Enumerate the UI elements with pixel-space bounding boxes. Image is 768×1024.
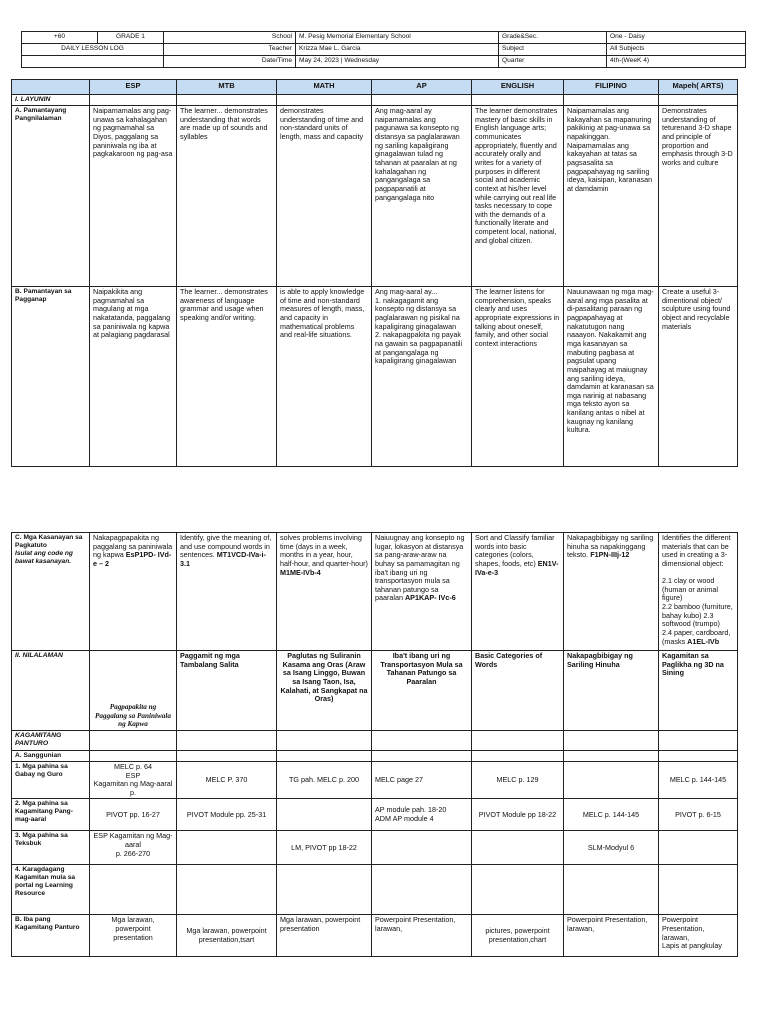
cell-ap	[372, 831, 472, 865]
subject-header: AP	[372, 80, 472, 95]
subject-header: ENGLISH	[472, 80, 564, 95]
cell-filipino: SLM-Modyul 6	[564, 831, 659, 865]
cell-ap: Powerpoint Presentation, larawan,	[372, 915, 472, 957]
cell-arts: Identifies the different materials that can be used in creating a 3-dimensional object: 2.1 clay or wood (human or animal figure) 2.2 bamboo (furniture, bahay kubo) 2.3 softwood (trumpo) 2.4 paper, cardboard, (masks A1EL-IVb	[659, 533, 738, 651]
quarter-label: Quarter	[499, 56, 607, 68]
subject-header: MTB	[177, 80, 277, 95]
cell-filipino: Powerpoint Presentation, larawan,	[564, 915, 659, 957]
row-label-note: Isulat ang code ng bawat kasanayan.	[15, 549, 73, 565]
kagamitan-label: KAGAMITANG PANTURO	[12, 731, 90, 751]
cell-ap: Iba't ibang uri ng Transportasyon Mula sa Tahanan Patungo sa Paaralan	[372, 651, 472, 731]
cell-esp: PIVOT pp. 16-27	[90, 799, 177, 831]
cell-filipino: Naipamamalas ang kakayahan sa mapanuring pakikinig at pag-unawa sa napakinggan. Naipamamalas ang kakayahan at tatas sa pagsasalita sa pagpapahayag ng sariling ideya, kaisipan, karanasan at damdamin	[564, 106, 659, 287]
cell-filipino: Nauunawaan ng mga mag-aaral ang mga pasalita at di-pasalitang paraan ng pagpapahayag at nakatutugon nang naaayon. Nakakamit ang mga kasanayan sa mabuting pagbasa at pagsulat upang maipahayag at maiugnay ang sariling ideya, damdamin at karanasan sa mga narinig at nabasang mga teksto ayon sa kanilang antas o nibel at kaugnay ng kanilang kultura.	[564, 287, 659, 467]
row-nilalaman	[12, 651, 738, 731]
row-kasanayan	[12, 533, 738, 651]
cell-ap: Ang mag-aaral ay naipamamalas ang pagunawa sa konsepto ng distansya sa paglalarawan ng sariling kapaligirang ginagalawan tulad ng tahanan at paaralan at ng kahalagahan ng pangangalaga sa pagpapanatili at pangangalaga nito	[372, 106, 472, 287]
subject-header: MATH	[277, 80, 372, 95]
teacher-label: Teacher	[164, 44, 296, 56]
cell-arts: Create a useful 3-dimentional object/ sculpture using found object and recyclable materials	[659, 287, 738, 467]
lesson-table-bottom	[11, 532, 738, 957]
cell-math: Paglutas ng Suliranin Kasama ang Oras (Araw sa Isang Linggo, Buwan sa Isang Taon, Isa, Kalahati, at Sangkapat na Oras)	[277, 651, 372, 731]
row-label: C. Mga Kasanayan sa Pagkatuto Isulat ang code ng bawat kasanayan.	[12, 533, 90, 651]
cell-ap: Naiuugnay ang konsepto ng lugar, lokasyon at distansya sa pang-araw-araw na buhay sa pamamagitan ng iba't ibang uri ng transportasyon mula sa tahanan patungo sa paaralan AP1KAP- IVc-6	[372, 533, 472, 651]
cell-esp: Pagpapakita ng Paggalang sa Paniniwala ng Kapwa	[90, 651, 177, 731]
ref-row-label: 1. Mga pahina sa Gabay ng Guro	[12, 761, 90, 799]
cell-mtb: PIVOT Module pp. 25-31	[177, 799, 277, 831]
cell-math: TG pah. MELC p. 200	[277, 761, 372, 799]
nilalaman-label: II. NILALAMAN	[12, 651, 90, 731]
layunin-label: I. LAYUNIN	[12, 95, 90, 106]
corner-cell	[12, 80, 90, 95]
cell-filipino: Nakapagbibigay ng Sariling Hinuha	[564, 651, 659, 731]
sanggunian-label: A. Sanggunian	[12, 751, 90, 762]
cell-esp: Nakapagpapakita ng paggalang sa paniniwala ng kapwa EsP1PD- IVd-e – 2	[90, 533, 177, 651]
cell-english: PIVOT Module pp 18-22	[472, 799, 564, 831]
subject-value: All Subjects	[607, 44, 746, 56]
cell-arts	[659, 831, 738, 865]
teacher-value: Krizza Mae L. Garcia	[296, 44, 499, 56]
cell-mtb: MELC P. 370	[177, 761, 277, 799]
cell-math: LM, PIVOT pp 18-22	[277, 831, 372, 865]
subject-header: ESP	[90, 80, 177, 95]
cell-filipino: MELC p. 144-145	[564, 799, 659, 831]
ref-row	[12, 761, 738, 799]
cell-esp: MELC p. 64 ESP Kagamitan ng Mag-aaral p.	[90, 761, 177, 799]
ref-row	[12, 831, 738, 865]
row-pamantayan-sa-pagganap	[12, 287, 738, 467]
cell-arts: Demonstrates understanding of teturenand 3-D shape and principle of proportion and emphasis through 3-D works and culture	[659, 106, 738, 287]
quarter-value: 4th-(WeeK 4)	[607, 56, 746, 68]
cell-esp: Naipakikita ang pagmamahal sa magulang at mga nakatatanda, paggalang sa paniniwala ng kapwa at palagiang pagdarasal	[90, 287, 177, 467]
row-pamantayang-pangnilalaman	[12, 106, 738, 287]
cell-filipino	[564, 761, 659, 799]
cell-mtb: The learner... demonstrates understanding that words are made up of sounds and syllables	[177, 106, 277, 287]
subject-header: Mapeh( ARTS)	[659, 80, 738, 95]
header-number: +60	[22, 32, 98, 44]
cell-mtb: Mga larawan, powerpoint presentation,tsart	[177, 915, 277, 957]
cell-mtb	[177, 831, 277, 865]
cell-english: MELC p. 129	[472, 761, 564, 799]
cell-esp: Mga larawan, powerpoint presentation	[90, 915, 177, 957]
cell-english: The learner listens for comprehension, speaks clearly and uses appropriate expressions in talking about oneself, family, and other social context interactions	[472, 287, 564, 467]
header-blank	[22, 56, 164, 68]
cell-ap: AP module pah. 18-20 ADM AP module 4	[372, 799, 472, 831]
cell-ap: MELC page 27	[372, 761, 472, 799]
cell-ap: Ang mag-aaral ay... 1. nakagagamit ang konsepto ng distansya sa paglalarawan ng pisikal na kapaligirang ginagalawan 2. nakapagpakita ng payak na gawain sa pagpapanatili at pangangalaga ng kapaligirang ginagalawan	[372, 287, 472, 467]
cell-mtb: Paggamit ng mga Tambalang Salita	[177, 651, 277, 731]
header-table	[21, 31, 746, 68]
ref-row	[12, 865, 738, 915]
school-value: M. Pesig Memorial Elementary School	[296, 32, 499, 44]
grade-sec-value: One - Daisy	[607, 32, 746, 44]
cell-mtb: Identify, give the meaning of, and use compound words in sentences. MT1VCD-IVa-i-3.1	[177, 533, 277, 651]
cell-math	[277, 799, 372, 831]
row-label: B. Pamantayan sa Pagganap	[12, 287, 90, 467]
lesson-table-top	[11, 79, 738, 467]
cell-english: Sort and Classify familiar words into basic categories (colors, shapes, foods, etc) EN1V-IVa-e-3	[472, 533, 564, 651]
subject-label: Subject	[499, 44, 607, 56]
cell-math: Mga larawan, powerpoint presentation	[277, 915, 372, 957]
school-label: School	[164, 32, 296, 44]
header-grade: GRADE 1	[98, 32, 164, 44]
cell-arts: Powerpoint Presentation, larawan, Lapis at pangkulay	[659, 915, 738, 957]
cell-math: demonstrates understanding of time and non-standard units of length, mass and capacity	[277, 106, 372, 287]
grade-sec-label: Grade&Sec.	[499, 32, 607, 44]
log-title: DAILY LESSON LOG	[22, 44, 164, 56]
cell-english: The learner demonstrates mastery of basic skills in English language arts; communicates appropriately, fluently and accurately orally and writes for a variety of purposes in different social and academic context at his/her level while carrying out real life tasks necessary to cope with the demands of a functionally literate and competent local, national, and global citizen.	[472, 106, 564, 287]
row-iba-pang-kagamitan	[12, 915, 738, 957]
ref-row-label: 3. Mga pahina sa Teksbuk	[12, 831, 90, 865]
cell-arts: Kagamitan sa Paglikha ng 3D na Sining	[659, 651, 738, 731]
cell-arts: MELC p. 144-145	[659, 761, 738, 799]
cell-english: Basic Categories of Words	[472, 651, 564, 731]
cell-filipino: Nakapagbibigay ng sariling hinuha sa napakinggang teksto. F1PN-IIIj-12	[564, 533, 659, 651]
cell-english: pictures, powerpoint presentation,chart	[472, 915, 564, 957]
row-label: B. Iba pang Kagamitang Panturo	[12, 915, 90, 957]
cell-esp: Naipamamalas ang pag-unawa sa kahalagahan ng pagmamahal sa Diyos, paggalang sa paniniwala ng iba at pagkakaroon ng pag-asa	[90, 106, 177, 287]
cell-math: is able to apply knowledge of time and non-standard measures of length, mass, and capacity in mathematical problems and real-life situations.	[277, 287, 372, 467]
ref-row-label: 2. Mga pahina sa Kagamitang Pang-mag-aaral	[12, 799, 90, 831]
subject-header: FILIPINO	[564, 80, 659, 95]
cell-mtb: The learner... demonstrates awareness of language grammar and usage when speaking and/or writing.	[177, 287, 277, 467]
row-label: A. Pamantayang Pangnilalaman	[12, 106, 90, 287]
ref-row-label: 4. Karagdagang Kagamitan mula sa portal ng Learning Resource	[12, 865, 90, 915]
date-label: Date/Time	[164, 56, 296, 68]
date-value: May 24, 2023 | Wednesday	[296, 56, 499, 68]
cell-math: solves problems involving time (days in a week, months in a year, hour, half-hour, and quarter-hour) M1ME-IVb-4	[277, 533, 372, 651]
ref-row	[12, 799, 738, 831]
cell-english	[472, 831, 564, 865]
cell-arts: PIVOT p. 6-15	[659, 799, 738, 831]
cell-esp: ESP Kagamitan ng Mag-aaral p. 266-270	[90, 831, 177, 865]
